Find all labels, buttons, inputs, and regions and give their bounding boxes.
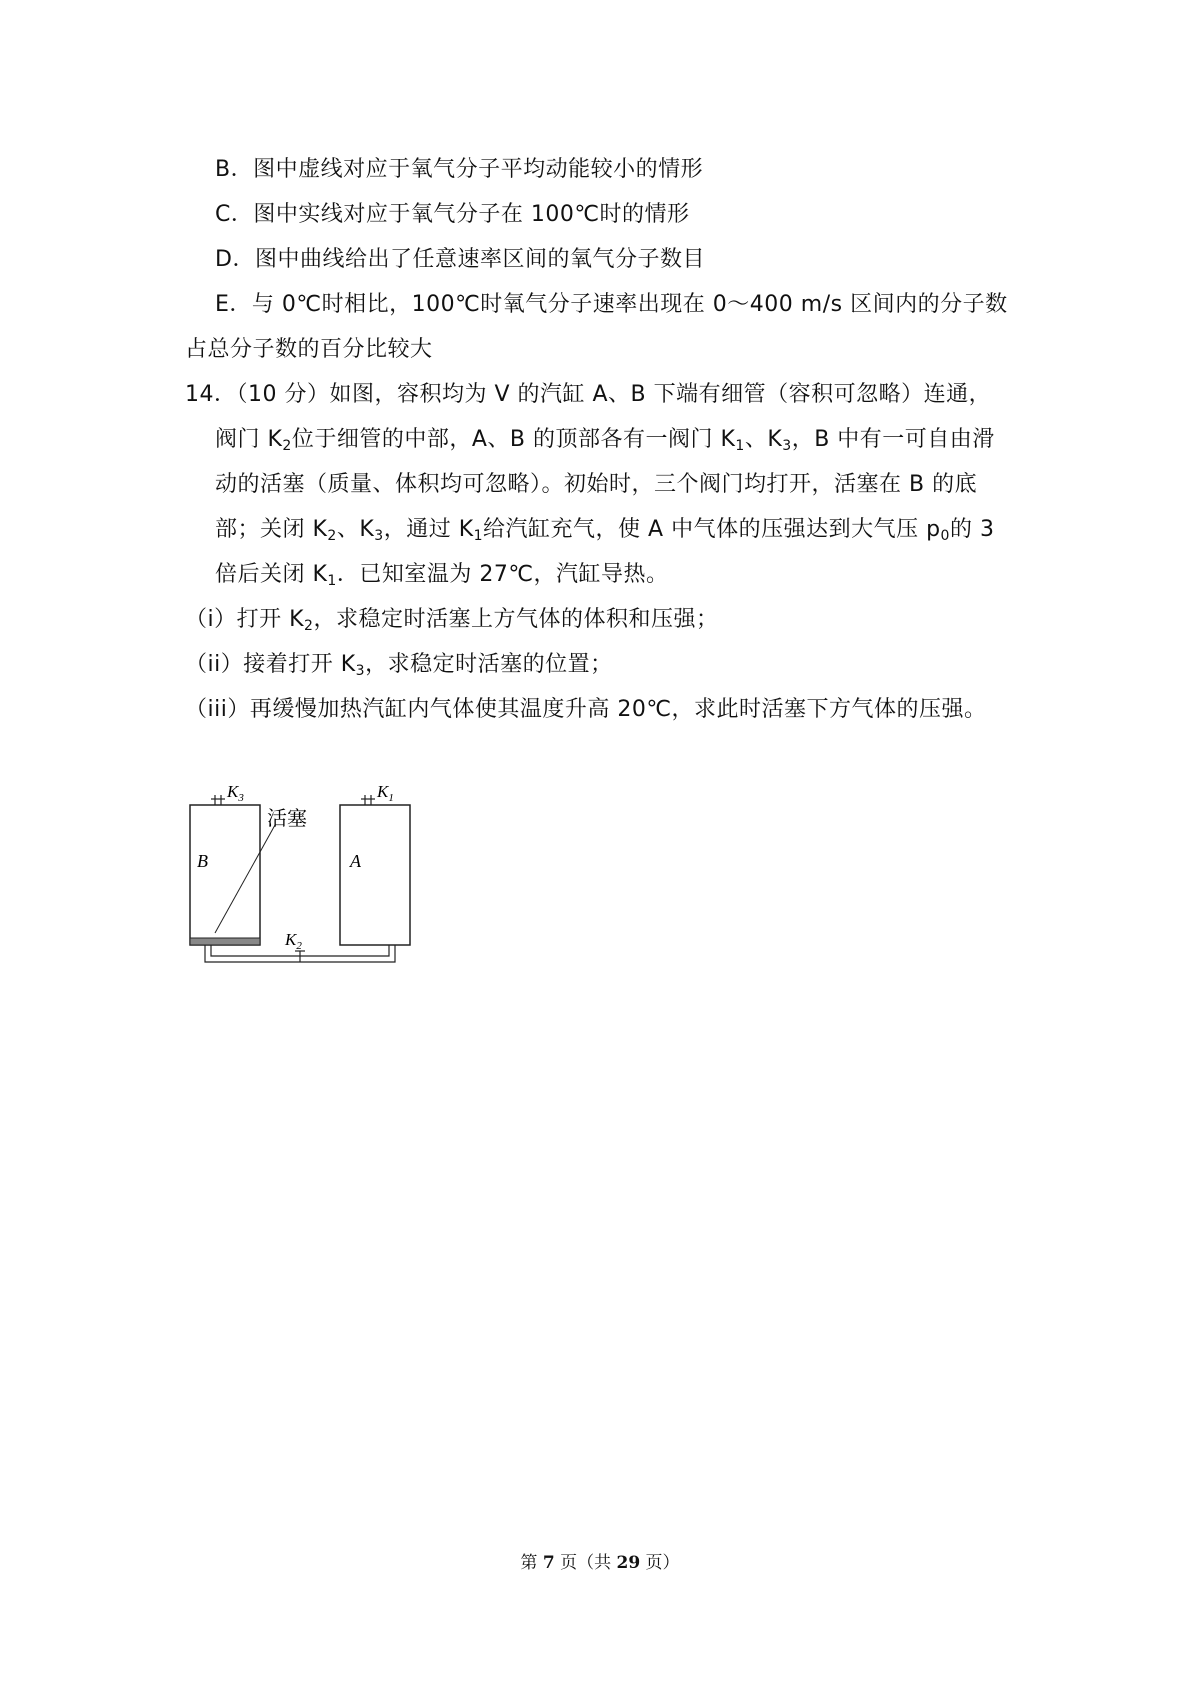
cylinder-a [340, 805, 410, 945]
option-c: C．图中实线对应于氧气分子在 100℃时的情形 [215, 202, 690, 227]
option-b: B．图中虚线对应于氧气分子平均动能较小的情形 [215, 157, 704, 182]
piston [190, 938, 260, 945]
page-footer: 第 7 页（共 29 页） [520, 1553, 680, 1573]
q14-part-iii: （iii）再缓慢加热汽缸内气体使其温度升高 20℃，求此时活塞下方气体的压强。 [185, 697, 987, 722]
q14-line2: 阀门 $K_2$位于细管的中部，A、B 的顶部各有一阀门 $K_1$、$K_3$，B 中有一可自由滑 [215, 427, 995, 454]
label-k1: $K_1$ [377, 782, 394, 804]
q14-line1: 14．（10 分）如图，容积均为 V 的汽缸 A、B 下端有细管（容积可忽略）连通， [185, 382, 992, 407]
q14-part-ii: （ii）接着打开 $K_3$，求稳定时活塞的位置； [185, 652, 613, 679]
q14-line5: 倍后关闭 $K_1$．已知室温为 27℃，汽缸导热。 [215, 562, 669, 589]
q14-line4: 部；关闭 $K_2$、$K_3$，通过 $K_1$给汽缸充气，使 A 中气体的压强达到大气压 $p_0$的 3 [215, 517, 995, 544]
label-k2: $K_2$ [285, 930, 302, 952]
label-piston: 活塞 [267, 806, 307, 830]
option-e-line1: E．与 0℃时相比，100℃时氧气分子速率出现在 0～400 m/s 区间内的分子数 [215, 292, 1008, 317]
cylinder-diagram [185, 775, 425, 975]
valve-k3-icon [211, 795, 225, 805]
label-b: B [197, 851, 208, 871]
option-d: D．图中曲线给出了任意速率区间的氧气分子数目 [215, 247, 705, 272]
label-a: A [350, 851, 361, 871]
label-k3: $K_3$ [227, 782, 244, 804]
q14-line3: 动的活塞（质量、体积均可忽略）。初始时，三个阀门均打开，活塞在 B 的底 [215, 472, 978, 497]
option-e-line2: 占总分子数的百分比较大 [185, 337, 433, 362]
q14-part-i: （i）打开 $K_2$，求稳定时活塞上方气体的体积和压强； [185, 607, 719, 634]
cylinder-b [190, 805, 260, 945]
valve-k1-icon [361, 795, 375, 805]
piston-pointer [215, 825, 275, 933]
